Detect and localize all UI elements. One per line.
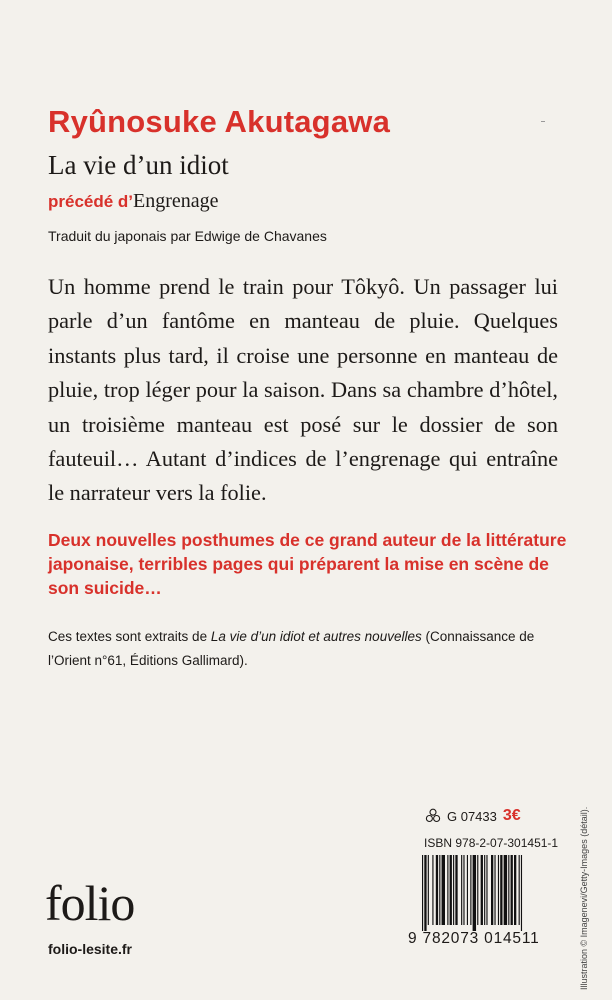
barcode-bar xyxy=(470,855,471,925)
price: 3€ xyxy=(502,807,521,824)
barcode-bar xyxy=(484,855,485,925)
source-note xyxy=(48,625,578,673)
barcode-bar xyxy=(514,855,516,925)
barcode xyxy=(420,855,568,931)
barcode-bar xyxy=(432,855,433,925)
barcode-bar xyxy=(442,855,445,925)
preceded-title: Engrenage xyxy=(133,190,219,212)
barcode-bar xyxy=(453,855,454,925)
barcode-bar xyxy=(463,855,464,925)
translator-credit: Traduit du japonais par Edwige de Chavanes xyxy=(48,228,327,244)
publisher-website[interactable]: folio-lesite.fr xyxy=(48,941,133,957)
barcode-bar xyxy=(461,855,462,925)
barcode-bar xyxy=(511,855,513,925)
illustration-credit: Illustration © Imagenevi/Getty-Images (détail). xyxy=(579,806,589,990)
barcode-bar xyxy=(521,855,522,931)
print-mark xyxy=(541,121,545,122)
book-title: La vie d’un idiot xyxy=(48,150,229,180)
barcode-bar xyxy=(422,855,423,931)
barcode-bar xyxy=(494,855,495,925)
barcode-digits: 9 782073 014511 xyxy=(408,930,540,947)
barcode-bar xyxy=(473,855,476,931)
barcode-bar xyxy=(428,855,429,925)
barcode-bar xyxy=(508,855,509,925)
barcode-bar xyxy=(519,855,520,925)
g-code: G 07433 xyxy=(447,808,497,824)
summary-text: Un homme prend le train pour Tôkyô. Un passager lui parle d’un fantôme en manteau de pluie. Quelques instants plus tard, il croise une personne en manteau de pluie, trop léger pour la saison. Dans sa chambre d’hôtel, un troisième manteau est posé sur le dossier de son fauteuil… Autant d’indices de l’engrenage qui entraîne le narrateur vers la folie. xyxy=(48,274,558,506)
barcode-bar xyxy=(491,855,493,925)
folio-logo: folio xyxy=(45,875,135,931)
price-row xyxy=(425,807,521,825)
highlight-text: Deux nouvelles posthumes de ce grand auteur de la littérature japonaise, terribles pages qui préparent la mise en scène de son suicide… xyxy=(48,530,567,598)
barcode-bar xyxy=(498,855,499,925)
barcode-bar xyxy=(447,855,448,925)
author-name: Ryûnosuke Akutagawa xyxy=(48,104,391,139)
barcode-bar xyxy=(500,855,502,925)
barcode-bar xyxy=(486,855,487,925)
preceded-by xyxy=(48,190,219,213)
flower-icon xyxy=(425,808,441,824)
preceded-label: précédé d’ xyxy=(48,192,134,211)
barcode-bar xyxy=(450,855,452,925)
barcode-bar xyxy=(455,855,457,925)
isbn: ISBN 978-2-07-301451-1 xyxy=(424,836,559,850)
barcode-bar xyxy=(439,855,440,925)
barcode-bar xyxy=(424,855,426,931)
source-book: La vie d’un idiot et autres nouvelles xyxy=(210,629,422,644)
barcode-bar xyxy=(436,855,438,925)
source-suffix: (Connaissance de l’Orient n°61, Éditions Gallimard). xyxy=(48,629,535,668)
barcode-bar xyxy=(467,855,468,925)
source-prefix: Ces textes sont extraits de xyxy=(48,629,211,644)
barcode-bar xyxy=(477,855,478,925)
barcode-bar xyxy=(481,855,483,925)
barcode-bar xyxy=(504,855,507,925)
